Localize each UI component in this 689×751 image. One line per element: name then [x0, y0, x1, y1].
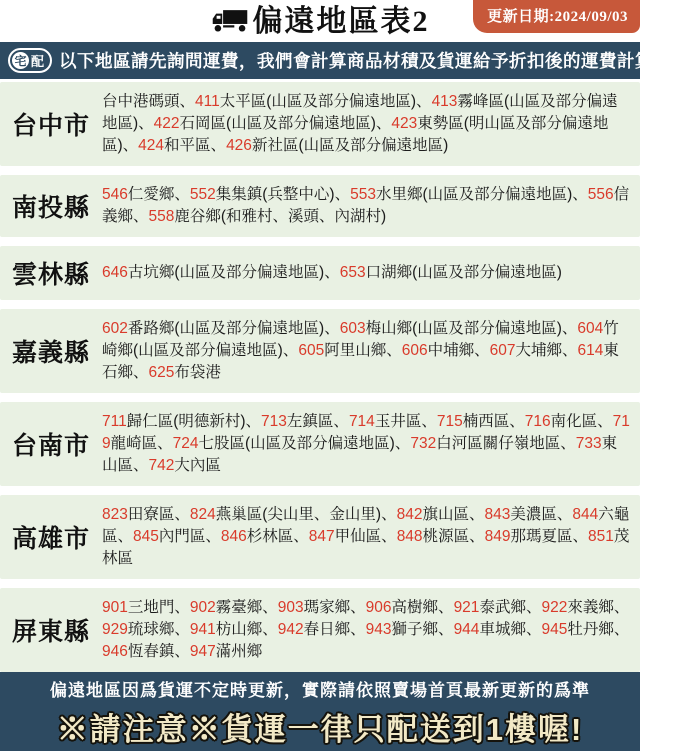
area-code: 846 [220, 528, 247, 545]
area-text: 台中港碼頭、 [102, 93, 196, 110]
area-code: 901 [102, 599, 128, 616]
area-text: 大內區 [174, 457, 221, 474]
area-text: 甲仙區、 [334, 528, 397, 545]
area-code: 719 [102, 413, 630, 452]
area-code: 843 [484, 506, 511, 523]
area-text: 布袋港 [174, 364, 221, 381]
area-text: 牡丹鄉、 [567, 621, 630, 638]
area-text: 番路鄉(山區及部分偏遠地區)、 [127, 320, 340, 337]
region-label: 南投縣 [11, 194, 90, 222]
table-row [0, 175, 640, 237]
delivery-notice-text: 以下地區請先詢問運費，我們會計算商品材積及貨運給予折扣後的運費計算給您 [59, 51, 689, 71]
area-code: 711 [102, 413, 127, 430]
area-text: 和平區、 [164, 137, 227, 154]
area-text: 獅子鄉、 [391, 621, 454, 638]
page-title: 偏遠地區表2 [252, 5, 430, 38]
area-text: 東石鄉、 [102, 342, 619, 381]
area-code: 422 [153, 115, 180, 132]
area-code: 724 [172, 435, 199, 452]
footer-warning: ※請注意※貨運一律只配送到1樓喔! [56, 712, 584, 747]
area-text: 高樹鄉、 [391, 599, 454, 616]
area-text: 石岡區(山區及部分偏遠地區)、 [179, 115, 392, 132]
area-code: 424 [138, 137, 165, 154]
area-code: 714 [348, 413, 375, 430]
area-text: 集集鎮(兵整中心)、 [215, 186, 351, 203]
area-code: 844 [572, 506, 599, 523]
region-areas [102, 318, 630, 384]
region-areas [102, 184, 630, 228]
area-text: 中埔鄉、 [427, 342, 490, 359]
area-code: 558 [148, 208, 175, 225]
region-areas [102, 262, 630, 284]
area-code: 556 [587, 186, 614, 203]
area-text: 六龜區、 [102, 506, 630, 545]
area-code: 849 [484, 528, 511, 545]
area-text: 阿里山鄉、 [324, 342, 402, 359]
area-text: 燕巢區(尖山里、金山里)、 [215, 506, 397, 523]
page-header [0, 0, 640, 42]
area-code: 732 [410, 435, 437, 452]
area-code: 602 [102, 320, 128, 337]
area-text: 東山區、 [102, 435, 618, 474]
area-text: 竹崎鄉(山區及部分偏遠地區)、 [102, 320, 619, 359]
region-areas [102, 504, 630, 570]
area-code: 906 [365, 599, 392, 616]
area-text: 美濃區、 [510, 506, 573, 523]
area-code: 742 [148, 457, 175, 474]
area-code: 947 [189, 643, 216, 660]
area-text: 春日鄉、 [303, 621, 366, 638]
area-code: 944 [453, 621, 480, 638]
truck-icon [211, 7, 249, 39]
area-code: 606 [401, 342, 428, 359]
area-code: 715 [436, 413, 463, 430]
area-code: 604 [577, 320, 604, 337]
area-code: 423 [391, 115, 418, 132]
area-code: 546 [102, 186, 128, 203]
area-text: 杉林區、 [246, 528, 309, 545]
area-text: 龍崎區、 [110, 435, 173, 452]
area-text: 東勢區(明山區及部分偏遠地區)、 [102, 115, 609, 154]
area-code: 851 [587, 528, 614, 545]
area-text: 泰武鄉、 [479, 599, 542, 616]
area-text: 新社區(山區及部分偏遠地區) [251, 137, 449, 154]
area-text: 滿州鄉 [215, 643, 263, 660]
area-code: 607 [489, 342, 516, 359]
home-delivery-tag-char1: 宅 [12, 52, 29, 69]
area-text: 水里鄉(山區及部分偏遠地區)、 [375, 186, 588, 203]
area-code: 426 [226, 137, 252, 154]
region-label: 台中市 [11, 112, 90, 140]
area-text: 三地門、 [127, 599, 190, 616]
area-text: 玉井區、 [374, 413, 437, 430]
area-text: 瑪家鄉、 [303, 599, 366, 616]
area-text: 口湖鄉(山區及部分偏遠地區) [365, 264, 562, 281]
area-code: 842 [396, 506, 423, 523]
table-row [0, 309, 640, 393]
area-text: 梅山鄉(山區及部分偏遠地區)、 [365, 320, 578, 337]
area-code: 553 [350, 186, 376, 203]
area-text: 七股區(山區及部分偏遠地區)、 [198, 435, 411, 452]
region-label: 台南市 [11, 432, 90, 460]
area-code: 614 [577, 342, 604, 359]
area-code: 941 [189, 621, 216, 638]
area-code: 943 [365, 621, 392, 638]
area-code: 845 [133, 528, 159, 545]
area-text: 歸仁區(明德新村)、 [126, 413, 262, 430]
area-text: 仁愛鄉、 [127, 186, 190, 203]
region-label: 高雄市 [11, 525, 90, 553]
page-footer [0, 672, 640, 751]
area-text: 太平區(山區及部分偏遠地區)、 [219, 93, 432, 110]
table-row [0, 588, 640, 672]
table-row [0, 82, 640, 166]
area-text: 霧臺鄉、 [215, 599, 278, 616]
area-code: 922 [541, 599, 568, 616]
area-text: 田寮區、 [127, 506, 190, 523]
area-code: 945 [541, 621, 568, 638]
region-label: 屏東縣 [11, 618, 90, 646]
area-text: 恆春鎮、 [127, 643, 190, 660]
table-row [0, 402, 640, 486]
area-code: 411 [195, 93, 220, 110]
region-areas [102, 597, 630, 663]
area-code: 847 [308, 528, 335, 545]
delivery-notice-bar [0, 42, 689, 79]
home-delivery-tag-char2: 配 [31, 54, 45, 69]
area-text: 那瑪夏區、 [510, 528, 588, 545]
area-code: 625 [148, 364, 175, 381]
area-code: 413 [431, 93, 458, 110]
area-text: 霧峰區(山區及部分偏遠地區)、 [102, 93, 618, 132]
area-code: 653 [339, 264, 366, 281]
area-code: 929 [102, 621, 128, 638]
home-delivery-tag [8, 48, 52, 73]
area-text: 楠西區、 [462, 413, 525, 430]
area-text: 古坑鄉(山區及部分偏遠地區)、 [127, 264, 340, 281]
area-code: 848 [396, 528, 423, 545]
area-code: 605 [298, 342, 325, 359]
area-text: 大埔鄉、 [515, 342, 578, 359]
region-areas [102, 411, 630, 477]
area-code: 921 [453, 599, 480, 616]
area-code: 942 [277, 621, 304, 638]
region-label: 雲林縣 [11, 261, 90, 289]
table-row [0, 495, 640, 579]
area-code: 552 [189, 186, 216, 203]
area-code: 824 [189, 506, 216, 523]
area-code: 733 [575, 435, 602, 452]
area-text: 白河區關仔嶺地區、 [436, 435, 576, 452]
area-text: 鹿谷鄉(和雅村、溪頭、內湖村) [174, 208, 387, 225]
region-areas [102, 91, 630, 157]
footer-update-note: 偏遠地區因爲貨運不定時更新，實際請依照賣場首頁最新更新的爲準 [50, 681, 590, 700]
area-code: 902 [189, 599, 216, 616]
area-code: 716 [524, 413, 551, 430]
region-table [0, 79, 640, 672]
area-text: 車城鄉、 [479, 621, 542, 638]
area-code: 946 [102, 643, 128, 660]
area-text: 來義鄉、 [567, 599, 630, 616]
area-code: 603 [339, 320, 366, 337]
area-text: 內門區、 [158, 528, 221, 545]
area-text: 左鎮區、 [286, 413, 349, 430]
area-code: 903 [277, 599, 304, 616]
area-text: 桃源區、 [422, 528, 485, 545]
update-date-badge: 更新日期:2024/09/03 [473, 0, 640, 33]
area-code: 646 [102, 264, 128, 281]
area-code: 823 [102, 506, 128, 523]
region-label: 嘉義縣 [11, 339, 90, 367]
area-text: 信義鄉、 [102, 186, 630, 225]
area-text: 茂林區 [102, 528, 630, 567]
area-text: 旗山區、 [422, 506, 485, 523]
area-text: 南化區、 [550, 413, 613, 430]
area-text: 琉球鄉、 [127, 621, 190, 638]
area-text: 枋山鄉、 [215, 621, 278, 638]
area-code: 713 [261, 413, 287, 430]
table-row [0, 246, 640, 300]
